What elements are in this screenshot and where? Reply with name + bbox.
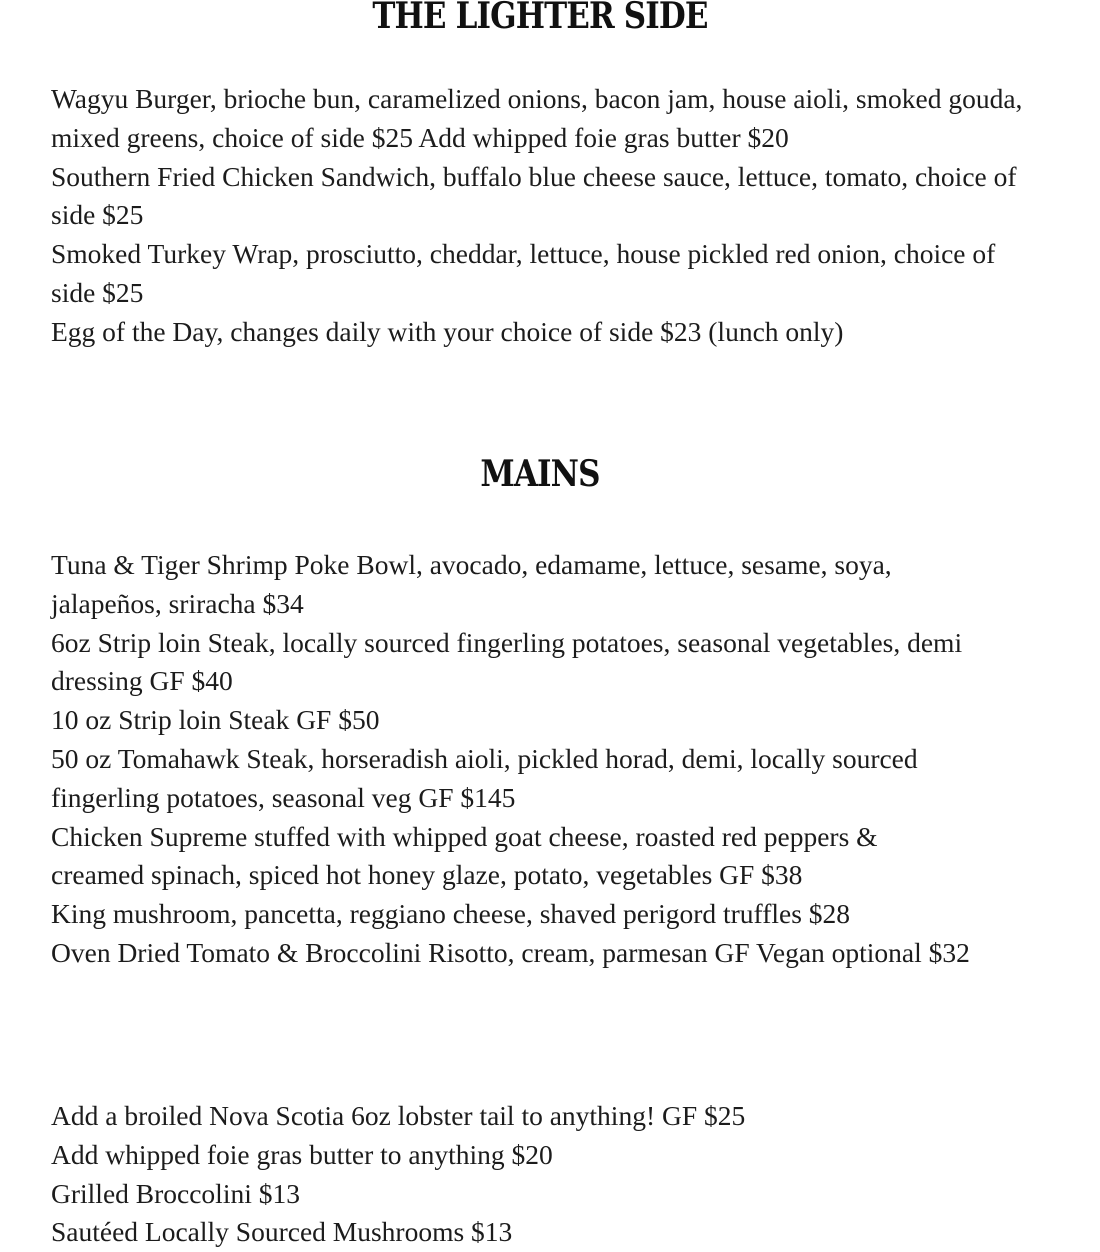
addons-items <box>51 1097 1061 1252</box>
menu-line: mixed greens, choice of side $25 Add whipped foie gras butter $20 <box>51 121 789 153</box>
menu-line: Wagyu Burger, brioche bun, caramelized onions, bacon jam, house aioli, smoked gouda, <box>51 83 1023 114</box>
menu-line: side $25 <box>51 199 144 231</box>
menu-line: Tuna & Tiger Shrimp Poke Bowl, avocado, edamame, lettuce, sesame, soya, <box>51 549 892 580</box>
menu-line: jalapeños, sriracha $34 <box>51 587 304 619</box>
menu-line: 6oz Strip loin Steak, locally sourced fingerling potatoes, seasonal vegetables, demi <box>51 626 963 658</box>
menu-line: Chicken Supreme stuffed with whipped goat cheese, roasted red peppers & <box>51 820 878 852</box>
lighter-side-heading: THE LIGHTER SIDE <box>372 0 708 37</box>
menu-line: Egg of the Day, changes daily with your choice of side $23 (lunch only) <box>51 315 844 347</box>
menu-line: King mushroom, pancetta, reggiano cheese, shaved perigord truffles $28 <box>51 898 851 930</box>
menu-line: 10 oz Strip loin Steak GF $50 <box>51 704 380 736</box>
menu-line: Southern Fried Chicken Sandwich, buffalo blue cheese sauce, lettuce, tomato, choice of <box>51 160 1017 192</box>
menu-line: creamed spinach, spiced hot honey glaze, potato, vegetables GF $38 <box>51 859 803 891</box>
menu-line: Oven Dried Tomato & Broccolini Risotto, cream, parmesan GF Vegan optional $32 <box>51 936 970 968</box>
menu-line: Sautéed Locally Sourced Mushrooms $13 <box>51 1216 513 1248</box>
menu-line: Smoked Turkey Wrap, prosciutto, cheddar, lettuce, house pickled red onion, choice of <box>51 238 996 270</box>
menu-line: 50 oz Tomahawk Steak, horseradish aioli, pickled horad, demi, locally sourced <box>51 742 918 774</box>
menu-line: dressing GF $40 <box>51 665 233 697</box>
menu-line: side $25 <box>51 276 144 308</box>
mains-heading: MAINS <box>480 453 600 495</box>
menu-line: Add a broiled Nova Scotia 6oz lobster tail to anything! GF $25 <box>51 1100 746 1131</box>
menu-line: Add whipped foie gras butter to anything $20 <box>51 1138 553 1170</box>
menu-line: Grilled Broccolini $13 <box>51 1177 300 1209</box>
mains-items <box>51 546 1061 973</box>
lighter-side-items <box>51 80 1061 352</box>
menu-line: fingerling potatoes, seasonal veg GF $145 <box>51 781 516 813</box>
